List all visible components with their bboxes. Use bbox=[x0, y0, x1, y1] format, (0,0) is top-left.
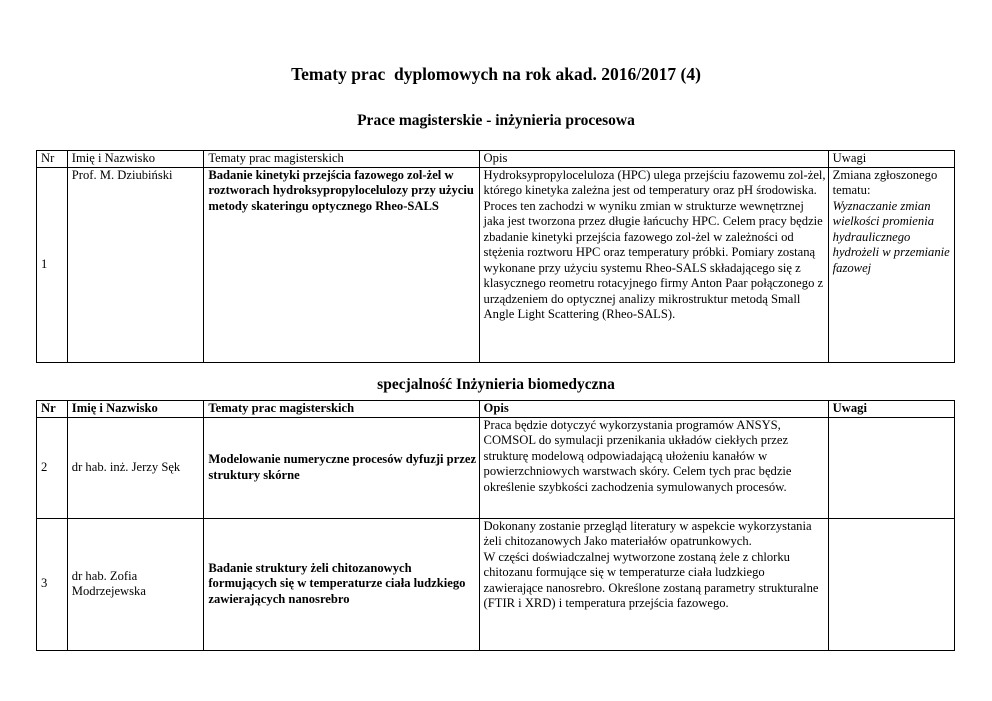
header-notes: Uwagi bbox=[828, 401, 954, 418]
description-paragraph-1: Dokonany zostanie przegląd literatury w aspekcie wykorzystania żeli chitozanowych Jako materiałów opatrunkowych. bbox=[483, 518, 812, 548]
header-description: Opis bbox=[479, 401, 828, 418]
table-row bbox=[37, 518, 955, 650]
row-name: Prof. M. Dziubiński bbox=[67, 167, 204, 362]
header-name: Imię i Nazwisko bbox=[67, 401, 204, 418]
row-notes bbox=[828, 518, 954, 650]
table-header-row bbox=[37, 401, 955, 418]
header-nr: Nr bbox=[37, 151, 68, 168]
row-nr: 3 bbox=[37, 518, 68, 650]
page-title: Tematy prac dyplomowych na rok akad. 2016/2017 (4) bbox=[291, 64, 701, 84]
topics-table-process-engineering bbox=[36, 150, 955, 363]
row-notes bbox=[828, 167, 954, 362]
row-topic: Badanie kinetyki przejścia fazowego zol-żel w roztworach hydroksypropylocelulozy przy użyciu metody skateringu optycznego Rheo-SALS bbox=[204, 167, 479, 362]
topics-table-biomedical bbox=[36, 400, 955, 651]
header-topic: Tematy prac magisterskich bbox=[204, 151, 479, 168]
header-notes: Uwagi bbox=[828, 151, 954, 168]
header-nr: Nr bbox=[37, 401, 68, 418]
row-description: Praca będzie dotyczyć wykorzystania programów ANSYS, COMSOL do symulacji przenikania układów ciekłych przez strukturę modelową odpowiadającą ułożeniu kanałów w powierzchniowych warstwach skóry. Celem tych prac będzie określenie szybkości zachodzenia symulowanych procesów. bbox=[479, 417, 828, 518]
header-topic: Tematy prac magisterskich bbox=[204, 401, 479, 418]
row-topic: Badanie struktury żeli chitozanowych formujących się w temperaturze ciała ludzkiego zawierających nanosrebro bbox=[204, 518, 479, 650]
row-notes bbox=[828, 417, 954, 518]
row-nr: 2 bbox=[37, 417, 68, 518]
row-topic: Modelowanie numeryczne procesów dyfuzji przez struktury skórne bbox=[204, 417, 479, 518]
notes-plain: Zmiana zgłoszonego tematu: bbox=[832, 167, 938, 197]
row-name: dr hab. Zofia Modrzejewska bbox=[67, 518, 204, 650]
table-row bbox=[37, 167, 955, 362]
row-description: Hydroksypropyloceluloza (HPC) ulega przejściu fazowemu zol-żel, którego kinetyka zależna jest od temperatury oraz pH środowiska. Proces ten zachodzi w wyniku zmian w strukturze wewnętrznej jaka jest tworzona przez długie łańcuchy HPC. Celem pracy będzie zbadanie kinetyki przejścia fazowego zol-żel w zależności od stężenia roztworu HPC oraz temperatury próbki. Pomiary zostaną wykonane przy użyciu systemu Rheo-SALS składającego się z klasycznego reometru rotacyjnego firmy Anton Paar połączonego z urządzeniem do optycznej analizy mikrostruktur metodą Small Angle Light Scattering (Rheo-SALS). bbox=[479, 167, 828, 362]
header-name: Imię i Nazwisko bbox=[67, 151, 204, 168]
notes-italic: Wyznaczanie zmian wielkości promienia hydraulicznego hydrożeli w przemianie fazowej bbox=[832, 198, 950, 275]
table-row bbox=[37, 417, 955, 518]
section-title-biomedical: specjalność Inżynieria biomedyczna bbox=[377, 376, 615, 393]
description-paragraph-2: W części doświadczalnej wytworzone zostaną żele z chlorku chitozanu formujące się w temperaturze ciała ludzkiego zawierające nanosrebro. Określone zostaną parametry strukturalne (FTIR i XRD) i temperatura przejścia fazowego. bbox=[483, 549, 819, 610]
row-description bbox=[479, 518, 828, 650]
table-header-row bbox=[37, 151, 955, 168]
row-nr: 1 bbox=[37, 167, 68, 362]
header-description: Opis bbox=[479, 151, 828, 168]
row-name: dr hab. inż. Jerzy Sęk bbox=[67, 417, 204, 518]
section-title-process-engineering: Prace magisterskie - inżynieria procesowa bbox=[357, 112, 635, 129]
